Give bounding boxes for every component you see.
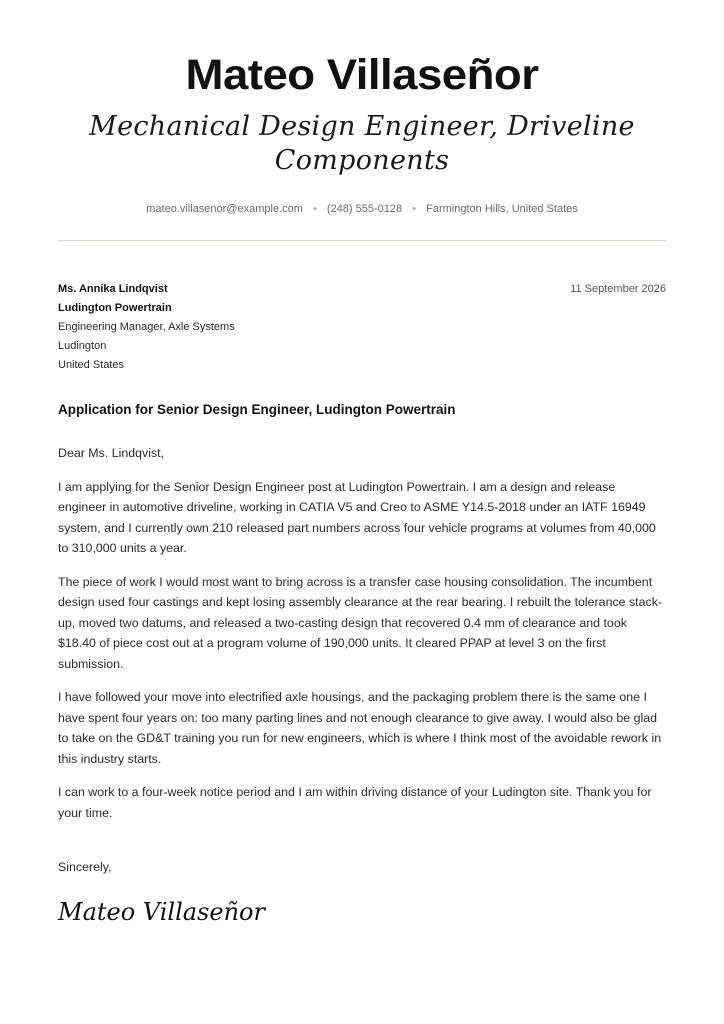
phone-text: (248) 555-0128 — [326, 203, 403, 215]
letter-body — [58, 443, 666, 836]
applicant-name: Mateo Villaseñor — [185, 51, 539, 99]
header-divider — [58, 240, 666, 241]
recipient-role: Engineering Manager, Axle Systems — [58, 321, 235, 333]
contact-separator: • — [312, 203, 317, 215]
recipient-name: Ms. Annika Lindqvist — [58, 283, 168, 295]
contact-separator: • — [412, 203, 417, 215]
contact-line — [0, 203, 724, 215]
letter-date: 11 September 2026 — [570, 283, 666, 295]
body-paragraph: I can work to a four-week notice period and I am within driving distance of your Ludington site. Thank you for your time. — [58, 785, 652, 820]
recipient-block — [58, 280, 235, 375]
body-paragraph: The piece of work I would most want to bring across is a transfer case housing consolidation. The incumbent design used four castings and kept losing assembly clearance at the rear bearing. I rebuilt the tolerance stack-up, moved two datums, and released a two-casting design that recovered 0.4 mm of clearance and took $18.40 of piece cost out at a program volume of 190,000 units. It cleared PPAP at level 3 on the first submission. — [58, 574, 663, 671]
closing: Sincerely, — [58, 860, 112, 874]
recipient-city: Ludington — [58, 340, 107, 352]
body-paragraph: I have followed your move into electrified axle housings, and the packaging problem there is the same one I have spent four years on: too many parting lines and not enough clearance to give away. I would also be glad to take on the GD&T training you run for new engineers, which is where I think most of the avoidable rework in this industry starts. — [58, 690, 662, 766]
salutation: Dear Ms. Lindqvist, — [58, 446, 165, 460]
signature: Mateo Villaseñor — [58, 898, 265, 926]
location-text: Farmington Hills, United States — [426, 203, 578, 215]
email-text: mateo.villasenor@example.com — [146, 203, 303, 215]
applicant-title: Mechanical Design Engineer, Driveline Components — [89, 111, 635, 176]
recipient-company: Ludington Powertrain — [58, 302, 172, 314]
recipient-country: United States — [58, 359, 125, 371]
body-paragraph: I am applying for the Senior Design Engineer post at Ludington Powertrain. I am a design and release engineer in automotive driveline, working in CATIA V5 and Creo to ASME Y14.5-2018 under an IATF 16949 system, and I currently own 210 released part numbers across four vehicle programs at volumes from 40,000 to 310,000 units a year. — [58, 479, 656, 555]
letter-subject: Application for Senior Design Engineer, Ludington Powertrain — [58, 402, 456, 417]
